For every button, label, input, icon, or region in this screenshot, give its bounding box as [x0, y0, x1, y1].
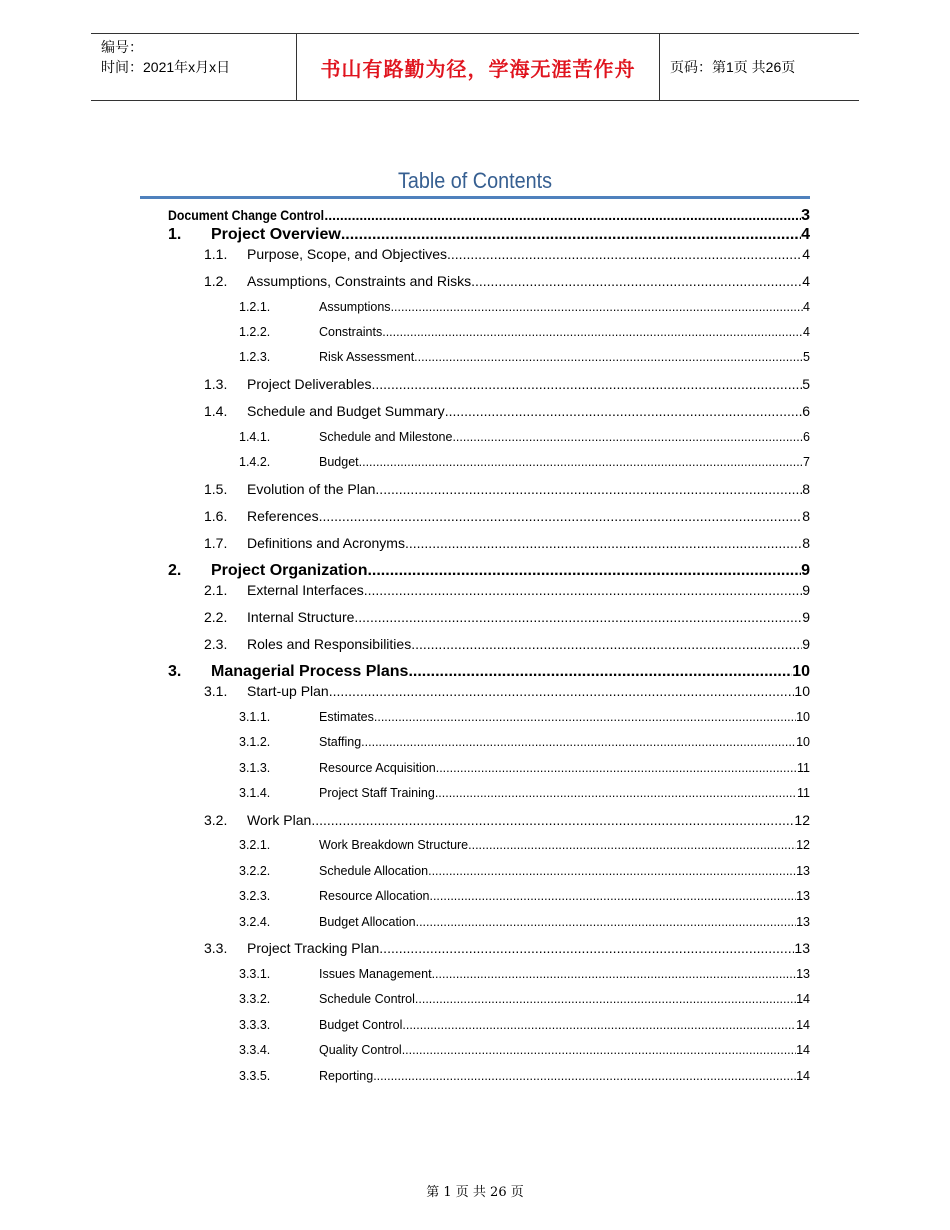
toc-entry-page: 9 — [802, 636, 810, 652]
toc-entry-number: 3.3.3. — [239, 1018, 271, 1032]
toc-leader — [359, 455, 803, 469]
toc-title: Table of Contents — [397, 168, 553, 193]
toc-entry-page: 13 — [796, 864, 810, 878]
toc-leader — [416, 915, 796, 929]
toc-entry-page: 12 — [794, 812, 810, 828]
toc-entry-page: 6 — [802, 403, 810, 419]
toc-entry-number: 3. — [168, 663, 182, 680]
toc-entry-number: 1.6. — [204, 508, 228, 524]
toc-leader — [373, 1069, 796, 1083]
toc-entry-title: Evolution of the Plan — [247, 481, 376, 497]
toc-leader — [429, 889, 796, 903]
toc-entry[interactable] — [204, 582, 810, 598]
toc-entry[interactable] — [239, 735, 810, 749]
toc-leader — [402, 1018, 796, 1032]
toc-entry[interactable] — [239, 889, 810, 903]
toc-entry-page: 7 — [803, 455, 810, 469]
toc-entry-page: 14 — [796, 992, 810, 1006]
toc-entry[interactable] — [239, 710, 810, 724]
page-header — [91, 33, 859, 101]
toc-entry-page: 13 — [796, 967, 810, 981]
toc-entry-title: Schedule and Milestone — [319, 430, 453, 444]
toc-entry[interactable] — [204, 481, 810, 497]
toc-entry-number: 2. — [168, 562, 182, 579]
toc-entry-title: Managerial Process Plans — [211, 663, 409, 680]
toc-leader — [372, 376, 803, 392]
toc-entry-number: 3.2.3. — [239, 889, 271, 903]
toc-entry-title: Quality Control — [319, 1043, 402, 1057]
toc-entry[interactable] — [239, 786, 810, 800]
toc-leader — [379, 940, 794, 956]
toc-entry-number: 1.2.2. — [239, 325, 271, 339]
toc-leader — [374, 710, 796, 724]
toc-leader — [471, 273, 802, 289]
toc-entry-number: 2.3. — [204, 636, 228, 652]
toc-entry-number: 3.3.4. — [239, 1043, 271, 1057]
toc-entry[interactable] — [204, 636, 810, 652]
toc-entry-number: 3.2. — [204, 812, 228, 828]
toc-entry[interactable] — [168, 207, 810, 225]
toc-leader — [341, 226, 801, 244]
toc-entry-number: 1.4. — [204, 403, 228, 419]
toc-entry[interactable] — [239, 761, 810, 775]
toc-entry-page: 3 — [801, 207, 810, 224]
toc-entry-title: Internal Structure — [247, 609, 355, 625]
toc-entry-number: 3.1.3. — [239, 761, 271, 775]
toc-leader — [447, 246, 802, 262]
toc-entry-title: Estimates — [319, 710, 374, 724]
toc-entry-page: 4 — [803, 300, 810, 314]
toc-entry-title: Risk Assessment — [319, 350, 415, 364]
toc-entry[interactable] — [239, 915, 810, 929]
toc-entry-number: 1.3. — [204, 376, 228, 392]
toc-entry-page: 13 — [796, 889, 810, 903]
toc-entry-title: External Interfaces — [247, 582, 364, 598]
toc-entry-title: Budget Allocation — [319, 915, 416, 929]
toc-entry-number: 3.3.1. — [239, 967, 271, 981]
toc-entry-page: 14 — [796, 1069, 810, 1083]
toc-entry-title: Work Plan — [247, 812, 312, 828]
toc-leader — [382, 325, 803, 339]
toc-entry[interactable] — [168, 663, 810, 681]
toc-entry[interactable] — [204, 940, 810, 956]
toc-entry-number: 1.4.1. — [239, 430, 271, 444]
toc-entry[interactable] — [239, 455, 810, 469]
toc-entry[interactable] — [239, 350, 810, 364]
toc-leader — [436, 761, 797, 775]
toc-entry-number: 3.2.1. — [239, 838, 271, 852]
toc-entry-title: Resource Allocation — [319, 889, 430, 903]
toc-entry-number: 3.1.4. — [239, 786, 271, 800]
toc-entry-number: 3.3. — [204, 940, 228, 956]
toc-entry-page: 9 — [802, 609, 810, 625]
toc-entry[interactable] — [204, 246, 810, 262]
toc-entry-number: 2.2. — [204, 609, 228, 625]
toc-entry-title: Resource Acquisition — [319, 761, 436, 775]
toc-entry-title: Project Deliverables — [247, 376, 372, 392]
toc-entry-page: 8 — [802, 481, 810, 497]
toc-entry-number: 1.2.1. — [239, 300, 271, 314]
toc-entry-title: Project Tracking Plan — [247, 940, 380, 956]
toc-leader — [445, 403, 803, 419]
toc-leader — [354, 609, 802, 625]
toc-entry[interactable] — [239, 992, 810, 1006]
toc-entry-page: 14 — [796, 1018, 810, 1032]
toc-entry-number: 3.2.4. — [239, 915, 271, 929]
toc-leader — [361, 735, 796, 749]
toc-entry[interactable] — [239, 838, 810, 852]
toc-leader — [311, 812, 794, 828]
toc-entry-number: 3.2.2. — [239, 864, 271, 878]
toc-leader — [402, 1043, 796, 1057]
toc-entry-page: 4 — [801, 226, 810, 243]
toc-entry-page: 10 — [794, 683, 810, 699]
toc-entry-title: Start-up Plan — [247, 683, 329, 699]
number-label: 编号： — [101, 39, 143, 55]
toc-entry-page: 11 — [797, 786, 810, 800]
toc-entry[interactable] — [168, 226, 810, 244]
toc-entry-number: 1.2. — [204, 273, 228, 289]
toc-entry-title: Staffing — [319, 735, 362, 749]
toc-leader — [415, 992, 796, 1006]
toc-entry-number: 1.5. — [204, 481, 228, 497]
toc-entry-page: 14 — [796, 1043, 810, 1057]
toc-entry[interactable] — [239, 430, 810, 444]
toc-entry-page: 10 — [796, 710, 810, 724]
toc-leader — [364, 582, 802, 598]
toc-entry[interactable] — [239, 967, 810, 981]
toc-leader — [367, 562, 801, 580]
toc-entry-page: 13 — [796, 915, 810, 929]
toc-entry[interactable] — [204, 376, 810, 392]
page-footer: 第 1 页 共 26 页 — [426, 1185, 524, 1200]
toc-entry-page: 10 — [792, 663, 810, 680]
toc-entry[interactable] — [239, 325, 810, 339]
toc-entry-page: 9 — [801, 562, 810, 579]
toc-entry-page: 5 — [803, 350, 810, 364]
toc-entry-title: Roles and Responsibilities — [247, 636, 412, 652]
toc-entry-title: References — [247, 508, 319, 524]
toc-entry-page: 4 — [802, 246, 810, 262]
toc-entry-title: Work Breakdown Structure — [319, 838, 469, 852]
toc-leader — [428, 864, 796, 878]
toc-leader — [414, 350, 803, 364]
toc-entry[interactable] — [204, 403, 810, 419]
toc-leader — [408, 663, 792, 681]
toc-entry[interactable] — [204, 609, 810, 625]
toc-title-rule — [140, 196, 810, 199]
header-motto: 书山有路勤为径，学海无涯苦作舟 — [297, 34, 660, 100]
toc-leader — [329, 683, 795, 699]
toc-entry-title: Schedule and Budget Summary — [247, 403, 445, 419]
toc-entry[interactable] — [204, 508, 810, 524]
toc-entry-title: Definitions and Acronyms — [247, 535, 405, 551]
toc-entry-title: Project Overview — [211, 226, 341, 243]
toc-entry-number: 2.1. — [204, 582, 228, 598]
toc-entry[interactable] — [239, 864, 810, 878]
toc-entry-number: 1. — [168, 226, 182, 243]
toc-entry-title: Project Organization — [211, 562, 368, 579]
toc-entry-page: 8 — [802, 508, 810, 524]
toc-entry-page: 13 — [794, 940, 810, 956]
toc-leader — [452, 430, 803, 444]
toc-leader — [405, 535, 802, 551]
toc-entry-page: 12 — [796, 838, 810, 852]
toc-entry[interactable] — [204, 273, 810, 289]
toc-entry-page: 5 — [802, 376, 810, 392]
toc-entry[interactable] — [204, 683, 810, 699]
toc-entry-page: 9 — [802, 582, 810, 598]
toc-entry-page: 4 — [803, 325, 810, 339]
toc-entry-number: 3.3.5. — [239, 1069, 271, 1083]
toc-entry-title: Purpose, Scope, and Objectives — [247, 246, 448, 262]
toc-entry-title: Budget — [319, 455, 359, 469]
toc-entry-title: Issues Management — [319, 967, 432, 981]
toc-entry[interactable] — [204, 535, 810, 551]
toc-entry[interactable] — [239, 1018, 810, 1032]
toc-entry-number: 1.7. — [204, 535, 228, 551]
toc-entry[interactable] — [239, 300, 810, 314]
toc-leader — [391, 300, 803, 314]
toc-leader — [432, 967, 797, 981]
toc-entry[interactable] — [239, 1069, 810, 1083]
toc-entry-page: 8 — [802, 535, 810, 551]
toc-entry[interactable] — [239, 1043, 810, 1057]
toc-entry-page: 11 — [797, 761, 810, 775]
toc-entry-number: 1.2.3. — [239, 350, 271, 364]
time-label: 时间：2021年x月x日 — [101, 59, 231, 75]
toc-entry[interactable] — [204, 812, 810, 828]
header-meta — [91, 34, 297, 100]
toc-entry-title: Reporting — [319, 1069, 374, 1083]
toc-entry-title: Constraints — [319, 325, 383, 339]
toc-entry-page: 4 — [802, 273, 810, 289]
toc-entry-title: Assumptions, Constraints and Risks — [247, 273, 472, 289]
toc-entry-title: Document Change Control — [168, 207, 325, 223]
toc-entry-number: 3.1. — [204, 683, 228, 699]
toc-entry-page: 6 — [803, 430, 810, 444]
toc-entry[interactable] — [168, 562, 810, 580]
toc-leader — [375, 481, 802, 497]
toc-entry-title: Schedule Allocation — [319, 864, 429, 878]
toc-leader — [319, 508, 803, 524]
toc-entry-number: 1.4.2. — [239, 455, 271, 469]
header-page-info: 页码：第1页 共26页 — [670, 59, 796, 75]
toc-leader — [324, 207, 801, 223]
toc-entry-title: Budget Control — [319, 1018, 403, 1032]
toc-entry-title: Assumptions — [319, 300, 391, 314]
toc-leader — [411, 636, 802, 652]
toc-entry-number: 3.1.1. — [239, 710, 271, 724]
toc-entry-title: Project Staff Training — [319, 786, 435, 800]
toc-leader — [435, 786, 797, 800]
toc-entry-number: 3.3.2. — [239, 992, 271, 1006]
toc-entry-page: 10 — [796, 735, 810, 749]
toc-entry-title: Schedule Control — [319, 992, 415, 1006]
toc-leader — [468, 838, 796, 852]
toc-entry-number: 1.1. — [204, 246, 228, 262]
toc-entry-number: 3.1.2. — [239, 735, 271, 749]
